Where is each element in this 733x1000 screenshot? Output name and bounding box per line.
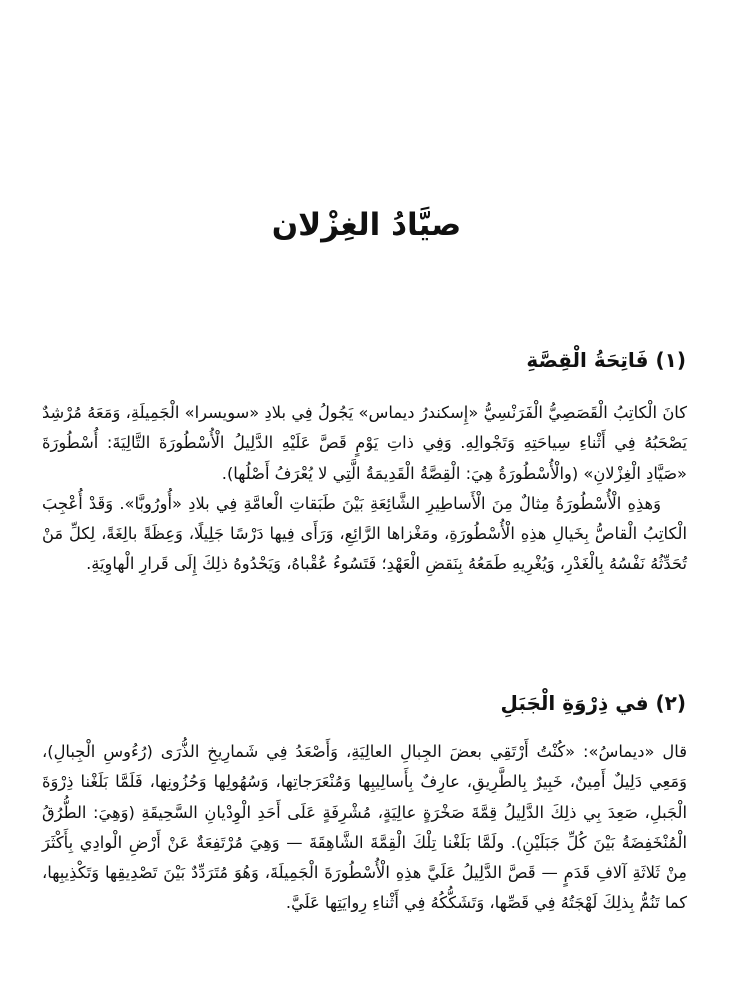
section-2-paragraph-1: قال «ديماسُ»: «كُنْتُ أَرْتَقِي بعضَ الجِبالِ العالِيَةِ، وَأَصْعَدُ فِي شَمارِيخِ الذُّرَى (رُءُوسِ الْجِبالِ)، وَمَعِي دَلِيلٌ أَمِينٌ، خَبِيرٌ بِالطَّرِيقِ، عارِفٌ بِأَسالِيبِها وَمُنْعَرَجاتِها، وَسُهُولِها وَحُزُونِها، فَلَمَّا بَلَغْنا ذِرْوَةَ الْجَبلِ، صَعِدَ بِي ذلِكَ الدَّلِيلُ قِمَّةَ صَخْرَةٍ عالِيَةٍ، مُشْرِفَةٍ عَلَى أَحَدِ الْوِدْيانِ السَّحِيقَةِ (وَهِيَ: الطُّرُقُ الْمُنْخَفِضَةُ بَيْنَ كُلِّ جَبَلَيْنِ). ولَمَّا بَلَغْنا تِلْكَ الْقِمَّةَ الشَّاهِقَةَ — وَهِيَ مُرْتَفِعَةٌ عَنْ أَرْضِ الْوادِي بِأَكْثَرَ مِنْ ثَلاثَةِ آلافِ قَدَمٍ — قَصَّ الدَّلِيلُ عَلَيَّ هذِهِ الْأُسْطُورَةَ الْجَمِيلَةَ، وَهُوَ مُتَرَدِّدٌ بَيْنَ تَصْدِيقِها وَتَكْذِيبِها، كما تَنُمُّ بِذلِكَ لَهْجَتُهُ فِي قَصِّها، وَتَشَكُّكُهُ فِي أَثْناءِ رِوايَتِها عَلَيَّ. bbox=[42, 742, 687, 913]
section-2-heading: (٢) في ذِرْوَةِ الْجَبَلِ bbox=[500, 691, 686, 715]
section-1-body bbox=[42, 398, 687, 580]
section-1-paragraph-1: كانَ الْكاتِبُ الْقَصَصِيُّ الْفَرَنْسِيُّ «إِسكندرُ ديماس» يَجُولُ فِي بلادِ «سويسرا» الْجَمِيلَةِ، وَمَعَهُ مُرْشِدٌ يَصْحَبُهُ فِي أَثْناءِ سِياحَتِهِ وَتَجْوالِهِ. وَفِي ذاتِ يَوْمٍ قَصَّ عَلَيْهِ الدَّلِيلُ الْأُسْطُورَةَ التَّالِيَةَ: أُسْطُورَةَ «صَيَّادِ الْغِزْلانِ» (والْأُسْطُورَةُ هِيَ: الْقِصَّةُ الْقَدِيمَةُ الَّتِي لا يُعْرَفُ أَصْلُها). bbox=[42, 403, 687, 483]
section-1-heading: (١) فَاتِحَةُ الْقِصَّةِ bbox=[526, 348, 686, 372]
section-1-paragraph-2: وَهذِهِ الْأُسْطُورَةُ مِثالٌ مِنَ الْأَساطِيرِ الشَّائِعَةِ بَيْنَ طَبَقاتِ الْعامَّةِ فِي بلادِ «أُورُوبَّا». وَقَدْ أُعْجِبَ الْكاتِبُ الْقاصُّ بِخَيالِ هذِهِ الْأُسْطُورَةِ، ومَغْزاها الرَّائِعِ، وَرَأَى فِيها دَرْسًا جَلِيلًا، وَعِظَةً بالِغَةً، لِكلِّ مَنْ تُحَدِّثُهُ نَفْسُهُ بِالْغَدْرِ، وَيُغْرِيهِ طَمَعُهُ بِنَقضِ الْعَهْدِ؛ فَتَسُوءُ عُقْباهُ، وَيَحْدُوهُ ذلِكَ إِلَى قَرارِ الْهاوِيَةِ. bbox=[42, 493, 687, 574]
section-2-body bbox=[42, 737, 687, 919]
story-title: صيَّادُ الغِزْلان bbox=[271, 207, 462, 243]
